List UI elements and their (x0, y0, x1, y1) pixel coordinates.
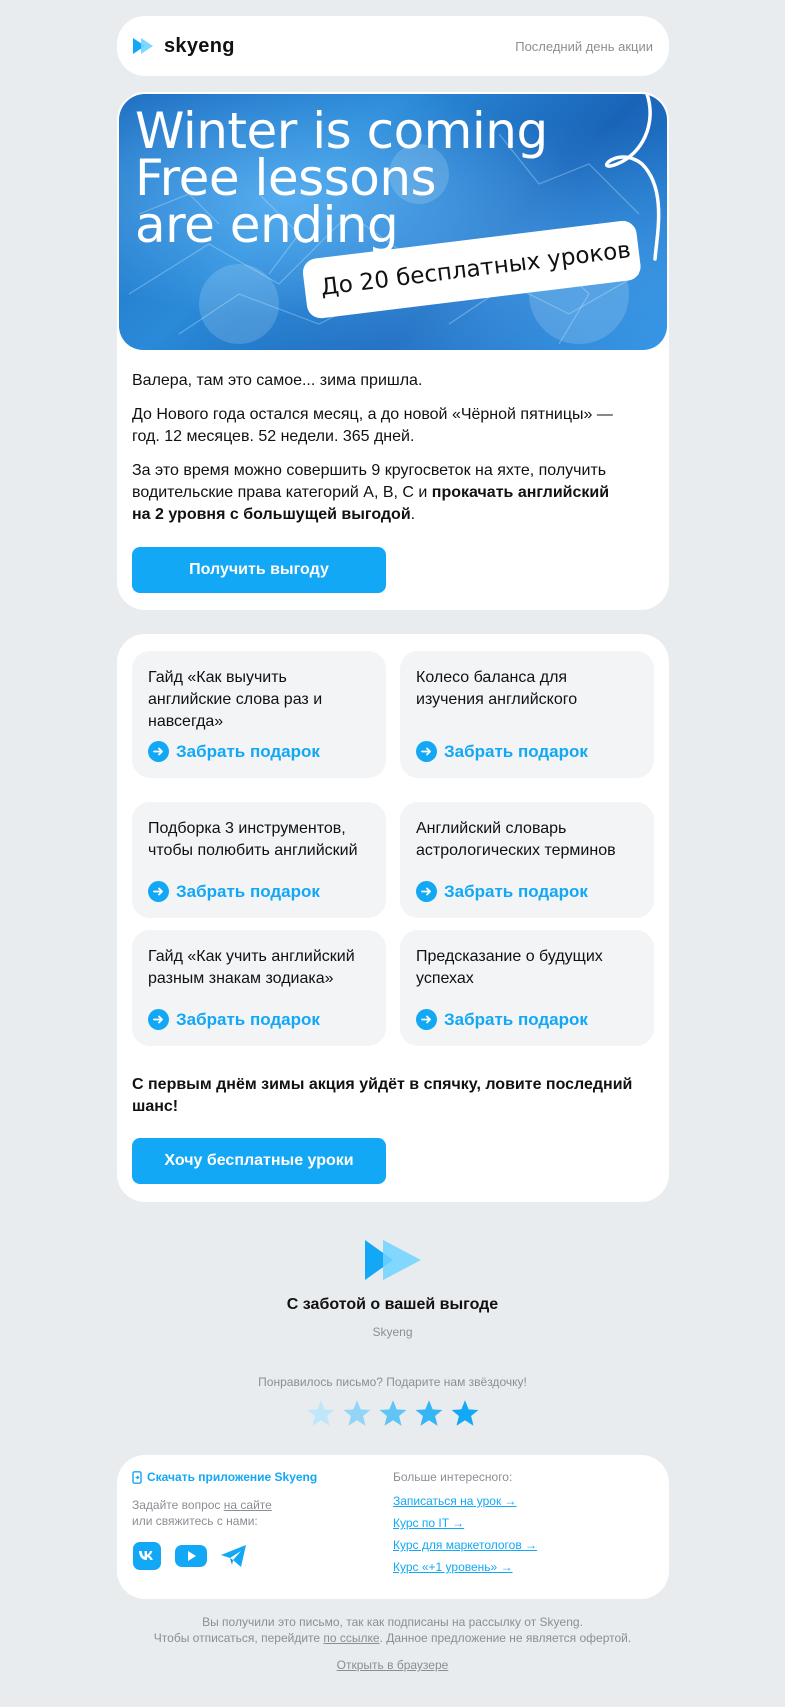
gift-card-2[interactable] (400, 651, 654, 778)
gifts-card (117, 634, 669, 1202)
ask-prefix: Задайте вопрос (132, 1498, 224, 1512)
star-icon[interactable] (414, 1399, 444, 1427)
unsubscribe-link[interactable]: по ссылке (323, 1631, 380, 1645)
free-lessons-button[interactable]: Хочу бесплатные уроки (132, 1138, 386, 1184)
arrow-right-icon (148, 741, 169, 762)
gift-link-label: Забрать подарок (176, 1009, 320, 1029)
closing-text: С первым днём зимы акция уйдёт в спячку, ловите последний шанс! (132, 1076, 633, 1115)
play-logo-icon (132, 37, 158, 55)
star-icon[interactable] (450, 1399, 480, 1427)
more-link-level[interactable]: Курс «+1 уровень» → (393, 1560, 513, 1574)
arrow-right-icon (416, 881, 437, 902)
logo-text: skyeng (164, 34, 235, 57)
hero-paragraph-3 (132, 460, 632, 526)
hero-p3-bold: прокачать английский на 2 уровня с большущей выгодой (132, 484, 610, 523)
ask-question (132, 1497, 362, 1529)
more-link-marketing[interactable]: Курс для маркетологов → (393, 1538, 538, 1552)
gift-link[interactable] (148, 881, 320, 902)
gift-link[interactable] (416, 1009, 588, 1030)
vk-icon[interactable] (132, 1542, 162, 1570)
legal-line-1: Вы получили это письмо, так как подписаны на рассылку от Skyeng. (202, 1615, 583, 1629)
hero-card (117, 92, 669, 610)
signoff (0, 1238, 785, 1339)
open-browser (0, 1658, 785, 1672)
hero-p3-end: . (410, 506, 416, 523)
banner-title-line: Free lessons (135, 149, 437, 207)
hero-p3-plain: За это время можно совершить 9 кругосветок на яхте, получить водительские права категорий A, B, C и (132, 462, 607, 501)
star-rating (0, 1399, 785, 1427)
hero-paragraph-1: Валера, там это самое... зима пришла. (132, 372, 423, 389)
star-icon[interactable] (378, 1399, 408, 1427)
gift-link-label: Забрать подарок (176, 881, 320, 901)
gift-card-1[interactable] (132, 651, 386, 778)
gift-title: Гайд «Как выучить английские слова раз и навсегда» (148, 669, 323, 730)
site-link[interactable]: на сайте (223, 1498, 272, 1512)
more-label: Больше интересного: (393, 1470, 513, 1484)
arrow-right-icon (148, 881, 169, 902)
gift-link-label: Забрать подарок (444, 1009, 588, 1029)
gift-title: Подборка 3 инструментов, чтобы полюбить английский (148, 820, 358, 859)
telegram-icon[interactable] (220, 1544, 248, 1568)
footer-left (132, 1470, 362, 1570)
rating-question: Понравилось письмо? Подарите нам звёздочку! (258, 1375, 527, 1389)
gift-link[interactable] (148, 1009, 320, 1030)
get-benefit-button[interactable]: Получить выгоду (132, 547, 386, 593)
gift-title: Английский словарь астрологических терминов (416, 820, 616, 859)
legal-line-2 (0, 1630, 785, 1646)
star-icon[interactable] (306, 1399, 336, 1427)
phone-icon (132, 1471, 142, 1484)
banner-tag-text: До 20 бесплатных уроков (319, 237, 633, 301)
signoff-sub: Skyeng (372, 1325, 413, 1339)
gift-card-5[interactable] (132, 930, 386, 1046)
star-icon[interactable] (342, 1399, 372, 1427)
gift-card-6[interactable] (400, 930, 654, 1046)
banner-title (135, 102, 548, 254)
gift-title: Гайд «Как учить английский разным знакам зодиака» (148, 948, 355, 987)
legal-prefix: Чтобы отписаться, перейдите (153, 1631, 324, 1645)
gift-title: Предсказание о будущих успехах (416, 948, 603, 987)
arrow-right-icon (416, 1009, 437, 1030)
arrow-right-icon (148, 1009, 169, 1030)
winter-banner[interactable] (119, 94, 667, 350)
more-link-lesson[interactable]: Записаться на урок → (393, 1494, 517, 1508)
header-note: Последний день акции (515, 38, 653, 54)
social-links (132, 1542, 362, 1570)
open-in-browser-link[interactable]: Открыть в браузере (336, 1658, 449, 1672)
legal-suffix: . Данное предложение не является офертой. (379, 1631, 632, 1645)
gift-link[interactable] (416, 741, 588, 762)
skyeng-play-icon (363, 1238, 423, 1282)
rating-block (0, 1375, 785, 1427)
gift-link[interactable] (416, 881, 588, 902)
signoff-title: С заботой о вашей выгоде (286, 1296, 499, 1313)
gift-link[interactable] (148, 741, 320, 762)
gift-card-3[interactable] (132, 802, 386, 918)
more-link-it[interactable]: Курс по IT → (393, 1516, 465, 1530)
hero-paragraph-2: До Нового года остался месяц, а до новой «Чёрной пятницы» — год. 12 месяцев. 52 недели. 365 дней. (132, 406, 613, 445)
legal-text (0, 1614, 785, 1646)
skyeng-logo[interactable] (132, 35, 235, 58)
download-app-label: Скачать приложение Skyeng (147, 1470, 318, 1484)
download-app-link[interactable] (132, 1470, 362, 1484)
gift-link-label: Забрать подарок (176, 741, 320, 761)
ask-suffix: или свяжитесь с нами: (132, 1514, 258, 1528)
gift-card-4[interactable] (400, 802, 654, 918)
banner-title-line: are ending (135, 196, 399, 254)
arrow-right-icon (416, 741, 437, 762)
footer-card (117, 1455, 669, 1599)
email-header (117, 16, 669, 76)
gift-link-label: Забрать подарок (444, 741, 588, 761)
youtube-icon[interactable] (175, 1545, 207, 1567)
footer-right (393, 1470, 537, 1582)
gift-link-label: Забрать подарок (444, 881, 588, 901)
hero-text (132, 370, 632, 538)
gift-title: Колесо баланса для изучения английского (416, 669, 578, 708)
banner-title-line: Winter is coming (135, 102, 548, 160)
